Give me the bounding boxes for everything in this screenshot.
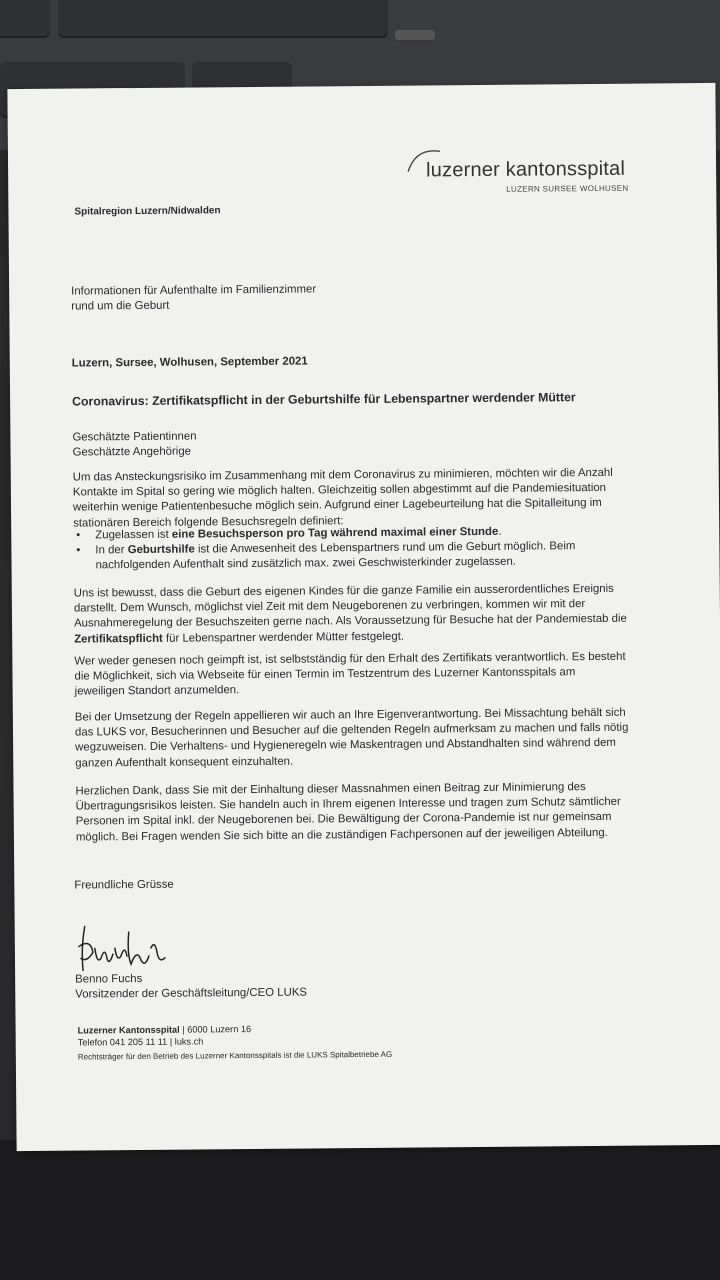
bullet-icon: • <box>76 544 81 557</box>
footer-org-address: | 6000 Luzern 16 <box>179 1024 252 1035</box>
paragraph-line: ganzen Aufenthalt konsequent einzuhalten. <box>75 755 294 770</box>
rule-text-bold: Geburtshilfe <box>127 543 195 557</box>
hospital-logo <box>404 144 644 196</box>
paragraph-line: Herzlichen Dank, dass Sie mit der Einhaltung dieser Massnahmen einen Beitrag zur Minimierung des <box>75 781 586 798</box>
letter-paper <box>7 83 720 1151</box>
paragraph-line: das LUKS vor, Besucherinnen und Besucher auf die geltenden Regeln aufmerksam zu machen und falls nötig <box>74 721 629 739</box>
paragraph-line: Ausnahmeregelung der Besuchszeiten gerne nach. Als Voraussetzung für Besuche hat der Pandemiestab die <box>73 613 627 630</box>
subject-line: Informationen für Aufenthalte im Familienzimmer <box>71 283 317 298</box>
subject-line: rund um die Geburt <box>71 299 170 313</box>
region-label: Spitalregion Luzern/Nidwalden <box>74 205 221 218</box>
rule-text: In der <box>95 544 128 557</box>
rule-text: Zugelassen ist <box>95 528 172 542</box>
paragraph-line: darstellt. Dem Wunsch, möglichst viel Zeit mit dem Neugeborenen zu verbringen, kommen wir mit der <box>73 598 586 615</box>
paragraph-line: stationären Bereich folgende Besuchsregeln definiert: <box>73 514 344 530</box>
paragraph-bold: Zertifikatspflicht <box>74 632 163 646</box>
footer-note: Rechtsträger für den Betrieb des Luzerner Kantonsspitals ist die LUKS Spitalbetriebe AG <box>77 1049 393 1062</box>
paragraph-line: Kontakte im Spital so gering wie möglich halten. Gleichzeitig sollen abgestimmt auf die Pandemiesituation <box>72 482 607 499</box>
closing: Freundliche Grüsse <box>74 878 174 892</box>
paragraph-5 <box>75 779 676 845</box>
paragraph-1 <box>73 465 674 531</box>
footer-org-name: Luzerner Kantonsspital <box>77 1024 180 1036</box>
signature <box>71 918 182 979</box>
footer-phone: Telefon 041 205 11 11 | luks.ch <box>77 1036 204 1048</box>
paragraph-2 <box>74 581 675 647</box>
paragraph-line: Wer weder genesen noch geimpft ist, ist selbstständig für den Erhalt des Zertifikats verantwortlich. Es besteht <box>74 650 626 668</box>
logo-locations: LUZERN SURSEE WOLHUSEN <box>506 183 629 194</box>
paragraph-4 <box>75 705 676 771</box>
paragraph-line: Um das Ansteckungsrisiko im Zusammenhang mit dem Coronavirus zu minimieren, möchten wir die Anzahl <box>72 466 613 484</box>
paragraph-line: die Möglichkeit, sich via Webseite für einen Termin im Testzentrum des Luzerner Kantonsspitals am <box>74 666 576 683</box>
visit-rules-list <box>73 523 673 573</box>
paragraph-line: Uns ist bewusst, dass die Geburt des eigenen Kindes für die ganze Familie ein ausserordentliches Ereignis <box>73 582 614 600</box>
rule-text: ist die Anwesenheit des Lebenspartners rund um die Geburt möglich. Beim <box>194 540 576 556</box>
paragraph-line: Übertragungsrisikos leisten. Sie handeln auch in Ihrem eigenen Interesse und tragen zum Schutz sämtlicher <box>75 795 621 813</box>
bullet-icon: • <box>76 529 81 542</box>
paragraph-text: für Lebenspartner werdender Mütter festgelegt. <box>162 630 405 645</box>
rule-text-bold: eine Besuchsperson pro Tag während maximal einer Stunde <box>171 525 499 541</box>
rule-text: nachfolgenden Aufenthalt sind zusätzlich max. zwei Geschwisterkinder zugelassen. <box>95 555 516 572</box>
place-date: Luzern, Sursee, Wolhusen, September 2021 <box>71 355 308 370</box>
signer-name: Benno Fuchs <box>75 972 143 986</box>
logo-name: luzerner kantonsspital <box>426 157 626 182</box>
signer-block <box>75 967 675 1003</box>
list-item <box>73 538 673 573</box>
paragraph-line: Personen im Spital inkl. der Neugeborenen bei. Die Bewältigung der Corona-Pandemie ist nur gemeinsam <box>75 811 612 828</box>
signer-title: Vorsitzender der Geschäftsleitung/CEO LUKS <box>75 986 308 1001</box>
paragraph-line: weiterhin wenige Patientenbesuche möglich sein. Aufgrund einer Lagebeurteilung hat die Spitalleitung im <box>72 497 602 514</box>
desk-surface <box>0 1140 720 1280</box>
keyboard-key <box>395 30 435 42</box>
paragraph-3 <box>74 649 674 700</box>
paragraph-line: Bei der Umsetzung der Regeln appellieren wir auch an Ihre Eigenverantwortung. Bei Missachtung behält sich <box>74 706 626 724</box>
salutation-line: Geschätzte Patientinnen <box>72 430 197 444</box>
salutation-line: Geschätzte Angehörige <box>72 445 192 459</box>
rule-text: . <box>498 525 502 538</box>
paragraph-line: wegzuweisen. Die Verhaltens- und Hygieneregeln wie Maskentragen und Abstandhalten sind während dem <box>75 737 616 754</box>
letter-footer <box>78 1019 678 1063</box>
keyboard-key <box>58 0 388 38</box>
paragraph-line: möglich. Bei Fragen wenden Sie sich bitte an die zuständigen Fachpersonen auf der jeweiligen Abteilung. <box>75 826 608 844</box>
paragraph-line: jeweiligen Standort anzumelden. <box>74 684 240 698</box>
keyboard-key <box>0 0 50 38</box>
subject <box>71 279 671 315</box>
salutation <box>72 425 672 461</box>
letter-title: Coronavirus: Zertifikatspflicht in der Geburtshilfe für Lebenspartner werdender Mütter <box>72 390 576 409</box>
